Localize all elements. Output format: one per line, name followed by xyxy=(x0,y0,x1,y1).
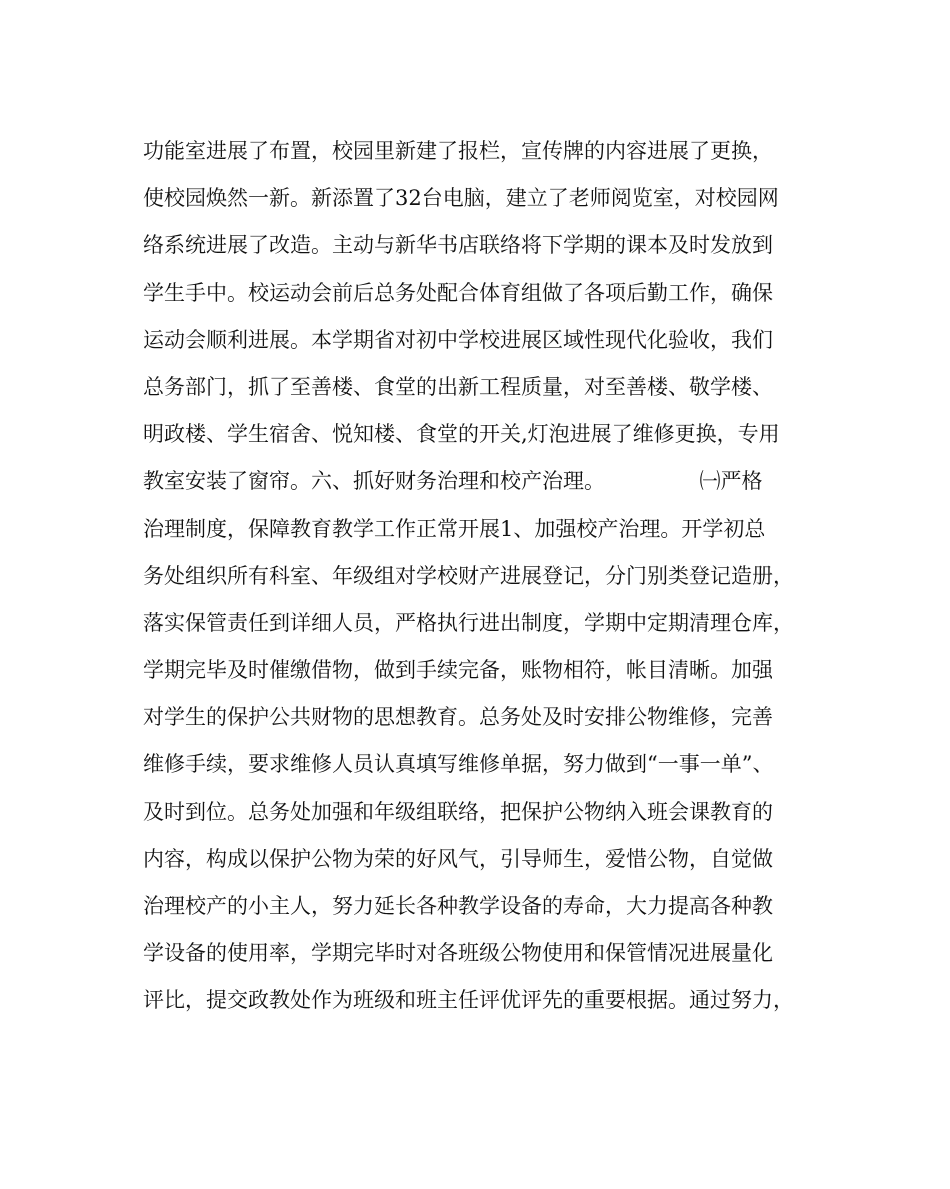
text-line: 落实保管责任到详细人员，严格执行进出制度，学期中定期清理仓库， xyxy=(143,610,794,635)
text-line: 教室安装了窗帘。六、抓好财务治理和校产治理。 ㈠严格 xyxy=(143,469,763,494)
text-line: 明政楼、学生宿舍、悦知楼、食堂的开关,灯泡进展了维修更换，专用 xyxy=(143,422,780,447)
text-line: 内容，构成以保护公物为荣的好风气，引导师生，爱惜公物，自觉做 xyxy=(143,846,773,871)
body-text xyxy=(143,128,813,1025)
text-line: 治理校产的小主人，努力延长各种教学设备的寿命，大力提高各种教 xyxy=(143,894,773,918)
text-line: 维修手续，要求维修人员认真填写维修单据，努力做到“一事一单”、 xyxy=(143,752,774,777)
text-line: 运动会顺利进展。本学期省对初中学校进展区域性现代化验收，我们 xyxy=(143,327,773,352)
text-line: 总务部门，抓了至善楼、食堂的出新工程质量，对至善楼、敬学楼、 xyxy=(143,374,773,399)
text-line: 学期完毕及时催缴借物，做到手续完备，账物相符，帐目清晰。加强 xyxy=(143,658,773,683)
text-line: 及时到位。总务处加强和年级组联络，把保护公物纳入班会课教育的 xyxy=(143,799,773,824)
text-line: 学生手中。校运动会前后总务处配合体育组做了各项后勤工作，确保 xyxy=(143,280,773,305)
text-line: 络系统进展了改造。主动与新华书店联络将下学期的课本及时发放到 xyxy=(143,233,773,258)
text-line: 使校园焕然一新。新添置了32台电脑，建立了老师阅览室，对校园网 xyxy=(143,186,779,211)
text-line: 学设备的使用率，学期完毕时对各班级公物使用和保管情况进展量化 xyxy=(143,941,773,966)
text-line: 务处组织所有科室、年级组对学校财产进展登记，分门别类登记造册， xyxy=(143,563,794,588)
text-line: 功能室进展了布置，校园里新建了报栏，宣传牌的内容进展了更换， xyxy=(143,139,773,163)
text-line: 评比，提交政教处作为班级和班主任评优评先的重要根据。通过努力， xyxy=(143,988,794,1013)
text-line: 对学生的保护公共财物的思想教育。总务处及时安排公物维修，完善 xyxy=(143,705,773,730)
text-line: 治理制度，保障教育教学工作正常开展1、加强校产治理。开学初总 xyxy=(143,516,766,541)
